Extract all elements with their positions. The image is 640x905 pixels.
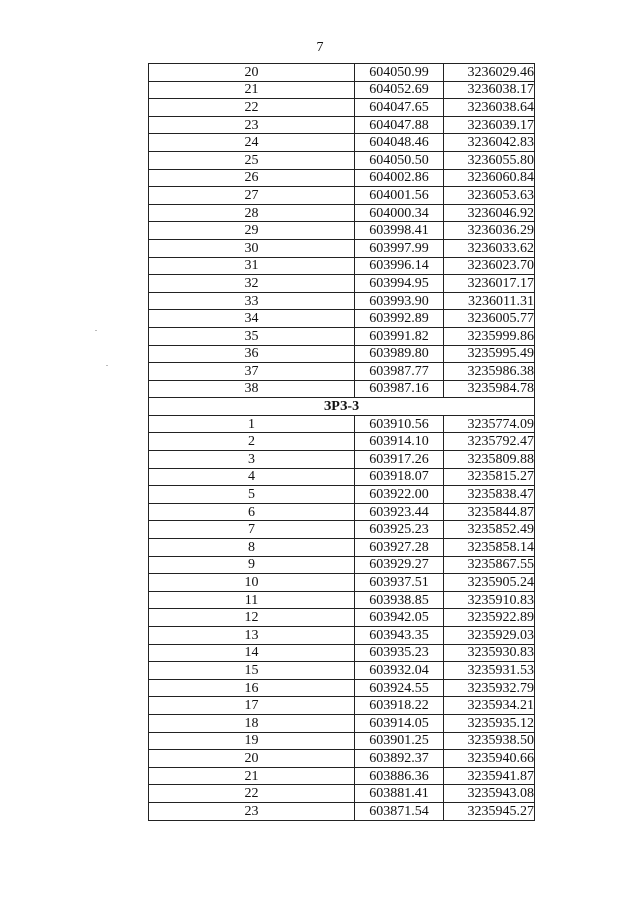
point-number-cell: 19: [149, 732, 355, 750]
table-row: [149, 732, 535, 750]
table-row: [149, 433, 535, 451]
y-coordinate-cell: 3236038.17: [444, 81, 535, 99]
table-row: [149, 679, 535, 697]
section-title: ЗРЗ-3: [149, 398, 535, 416]
y-coordinate-cell: 3236053.63: [444, 187, 535, 205]
point-number-cell: 9: [149, 556, 355, 574]
point-number-cell: 28: [149, 204, 355, 222]
y-coordinate-cell: 3235815.27: [444, 468, 535, 486]
point-number-cell: 14: [149, 644, 355, 662]
x-coordinate-cell: 603925.23: [355, 521, 444, 539]
y-coordinate-cell: 3236046.92: [444, 204, 535, 222]
x-coordinate-cell: 603914.05: [355, 714, 444, 732]
y-coordinate-cell: 3235867.55: [444, 556, 535, 574]
y-coordinate-cell: 3235931.53: [444, 662, 535, 680]
point-number-cell: 11: [149, 591, 355, 609]
y-coordinate-cell: 3235809.88: [444, 451, 535, 469]
point-number-cell: 37: [149, 363, 355, 381]
table-row: [149, 257, 535, 275]
y-coordinate-cell: 3236060.84: [444, 169, 535, 187]
y-coordinate-cell: 3236039.17: [444, 116, 535, 134]
table-row: [149, 486, 535, 504]
y-coordinate-cell: 3235999.86: [444, 327, 535, 345]
table-row: [149, 134, 535, 152]
x-coordinate-cell: 604052.69: [355, 81, 444, 99]
x-coordinate-cell: 604002.86: [355, 169, 444, 187]
point-number-cell: 24: [149, 134, 355, 152]
point-number-cell: 1: [149, 415, 355, 433]
point-number-cell: 35: [149, 327, 355, 345]
x-coordinate-cell: 603998.41: [355, 222, 444, 240]
x-coordinate-cell: 603927.28: [355, 539, 444, 557]
table-row: [149, 714, 535, 732]
point-number-cell: 27: [149, 187, 355, 205]
page-number: 7: [316, 40, 324, 55]
y-coordinate-cell: 3235852.49: [444, 521, 535, 539]
y-coordinate-cell: 3236023.70: [444, 257, 535, 275]
point-number-cell: 3: [149, 451, 355, 469]
point-number-cell: 18: [149, 714, 355, 732]
y-coordinate-cell: 3235934.21: [444, 697, 535, 715]
y-coordinate-cell: 3235774.09: [444, 415, 535, 433]
x-coordinate-cell: 603991.82: [355, 327, 444, 345]
table-row: [149, 363, 535, 381]
point-number-cell: 22: [149, 785, 355, 803]
x-coordinate-cell: 603910.56: [355, 415, 444, 433]
point-number-cell: 23: [149, 802, 355, 820]
x-coordinate-cell: 604000.34: [355, 204, 444, 222]
y-coordinate-cell: 3235930.83: [444, 644, 535, 662]
table-row: [149, 99, 535, 117]
table-row: [149, 345, 535, 363]
y-coordinate-cell: 3236011.31: [444, 292, 535, 310]
y-coordinate-cell: 3236036.29: [444, 222, 535, 240]
table-row: [149, 292, 535, 310]
y-coordinate-cell: 3235844.87: [444, 503, 535, 521]
y-coordinate-cell: 3236005.77: [444, 310, 535, 328]
x-coordinate-cell: 603987.16: [355, 380, 444, 398]
table-row: [149, 521, 535, 539]
table-row: [149, 556, 535, 574]
coordinates-table: [148, 63, 535, 821]
y-coordinate-cell: 3235922.89: [444, 609, 535, 627]
point-number-cell: 20: [149, 64, 355, 82]
y-coordinate-cell: 3235941.87: [444, 767, 535, 785]
x-coordinate-cell: 604001.56: [355, 187, 444, 205]
point-number-cell: 34: [149, 310, 355, 328]
point-number-cell: 4: [149, 468, 355, 486]
table-row: [149, 697, 535, 715]
point-number-cell: 6: [149, 503, 355, 521]
point-number-cell: 17: [149, 697, 355, 715]
table-row: [149, 310, 535, 328]
point-number-cell: 21: [149, 767, 355, 785]
table-row: [149, 750, 535, 768]
point-number-cell: 13: [149, 627, 355, 645]
y-coordinate-cell: 3235858.14: [444, 539, 535, 557]
table-row: [149, 785, 535, 803]
x-coordinate-cell: 604047.88: [355, 116, 444, 134]
x-coordinate-cell: 603871.54: [355, 802, 444, 820]
point-number-cell: 33: [149, 292, 355, 310]
point-number-cell: 21: [149, 81, 355, 99]
point-number-cell: 2: [149, 433, 355, 451]
y-coordinate-cell: 3236033.62: [444, 239, 535, 257]
x-coordinate-cell: 603892.37: [355, 750, 444, 768]
x-coordinate-cell: 603932.04: [355, 662, 444, 680]
table-row: [149, 591, 535, 609]
table-row: [149, 644, 535, 662]
x-coordinate-cell: 603987.77: [355, 363, 444, 381]
x-coordinate-cell: 603943.35: [355, 627, 444, 645]
y-coordinate-cell: 3235938.50: [444, 732, 535, 750]
point-number-cell: 23: [149, 116, 355, 134]
point-number-cell: 31: [149, 257, 355, 275]
y-coordinate-cell: 3235995.49: [444, 345, 535, 363]
table-row: [149, 468, 535, 486]
y-coordinate-cell: 3236055.80: [444, 151, 535, 169]
table-row: [149, 451, 535, 469]
point-number-cell: 22: [149, 99, 355, 117]
x-coordinate-cell: 603996.14: [355, 257, 444, 275]
table-row: [149, 662, 535, 680]
y-coordinate-cell: 3235986.38: [444, 363, 535, 381]
table-row: [149, 204, 535, 222]
y-coordinate-cell: 3235792.47: [444, 433, 535, 451]
x-coordinate-cell: 603881.41: [355, 785, 444, 803]
x-coordinate-cell: 603993.90: [355, 292, 444, 310]
y-coordinate-cell: 3235935.12: [444, 714, 535, 732]
y-coordinate-cell: 3235940.66: [444, 750, 535, 768]
x-coordinate-cell: 603924.55: [355, 679, 444, 697]
table-row: [149, 415, 535, 433]
point-number-cell: 38: [149, 380, 355, 398]
y-coordinate-cell: 3235838.47: [444, 486, 535, 504]
x-coordinate-cell: 603929.27: [355, 556, 444, 574]
y-coordinate-cell: 3235984.78: [444, 380, 535, 398]
table-row: [149, 275, 535, 293]
x-coordinate-cell: 603918.07: [355, 468, 444, 486]
y-coordinate-cell: 3235932.79: [444, 679, 535, 697]
table-row: [149, 627, 535, 645]
table-row: [149, 151, 535, 169]
point-number-cell: 5: [149, 486, 355, 504]
point-number-cell: 30: [149, 239, 355, 257]
point-number-cell: 36: [149, 345, 355, 363]
x-coordinate-cell: 603997.99: [355, 239, 444, 257]
table-row: [149, 327, 535, 345]
point-number-cell: 32: [149, 275, 355, 293]
table-row: [149, 503, 535, 521]
x-coordinate-cell: 603886.36: [355, 767, 444, 785]
y-coordinate-cell: 3235929.03: [444, 627, 535, 645]
x-coordinate-cell: 603917.26: [355, 451, 444, 469]
table-row: [149, 187, 535, 205]
x-coordinate-cell: 603901.25: [355, 732, 444, 750]
point-number-cell: 12: [149, 609, 355, 627]
table-row: [149, 380, 535, 398]
point-number-cell: 25: [149, 151, 355, 169]
table-row: [149, 81, 535, 99]
table-body-part-1: [149, 64, 535, 398]
scan-speck: [106, 365, 108, 366]
x-coordinate-cell: 604050.50: [355, 151, 444, 169]
y-coordinate-cell: 3236042.83: [444, 134, 535, 152]
point-number-cell: 16: [149, 679, 355, 697]
point-number-cell: 20: [149, 750, 355, 768]
x-coordinate-cell: 603937.51: [355, 574, 444, 592]
table-row: [149, 802, 535, 820]
table-row: [149, 222, 535, 240]
point-number-cell: 10: [149, 574, 355, 592]
x-coordinate-cell: 604048.46: [355, 134, 444, 152]
table-row: [149, 767, 535, 785]
y-coordinate-cell: 3235945.27: [444, 802, 535, 820]
table-row: [149, 609, 535, 627]
y-coordinate-cell: 3236029.46: [444, 64, 535, 82]
scan-speck: [95, 330, 97, 331]
x-coordinate-cell: 603989.80: [355, 345, 444, 363]
point-number-cell: 15: [149, 662, 355, 680]
table-body-part-2: [149, 415, 535, 820]
x-coordinate-cell: 603914.10: [355, 433, 444, 451]
table-row: [149, 574, 535, 592]
x-coordinate-cell: 603922.00: [355, 486, 444, 504]
table-row: [149, 64, 535, 82]
table-row: [149, 539, 535, 557]
y-coordinate-cell: 3235943.08: [444, 785, 535, 803]
table-row: [149, 169, 535, 187]
table-section-header: [149, 398, 535, 416]
x-coordinate-cell: 603923.44: [355, 503, 444, 521]
point-number-cell: 26: [149, 169, 355, 187]
y-coordinate-cell: 3235910.83: [444, 591, 535, 609]
point-number-cell: 8: [149, 539, 355, 557]
y-coordinate-cell: 3235905.24: [444, 574, 535, 592]
table-row: [149, 239, 535, 257]
point-number-cell: 7: [149, 521, 355, 539]
table-row: [149, 116, 535, 134]
x-coordinate-cell: 603938.85: [355, 591, 444, 609]
x-coordinate-cell: 603992.89: [355, 310, 444, 328]
section-row: [149, 398, 535, 416]
x-coordinate-cell: 604050.99: [355, 64, 444, 82]
x-coordinate-cell: 603918.22: [355, 697, 444, 715]
y-coordinate-cell: 3236038.64: [444, 99, 535, 117]
x-coordinate-cell: 603942.05: [355, 609, 444, 627]
point-number-cell: 29: [149, 222, 355, 240]
x-coordinate-cell: 603935.23: [355, 644, 444, 662]
y-coordinate-cell: 3236017.17: [444, 275, 535, 293]
x-coordinate-cell: 604047.65: [355, 99, 444, 117]
x-coordinate-cell: 603994.95: [355, 275, 444, 293]
